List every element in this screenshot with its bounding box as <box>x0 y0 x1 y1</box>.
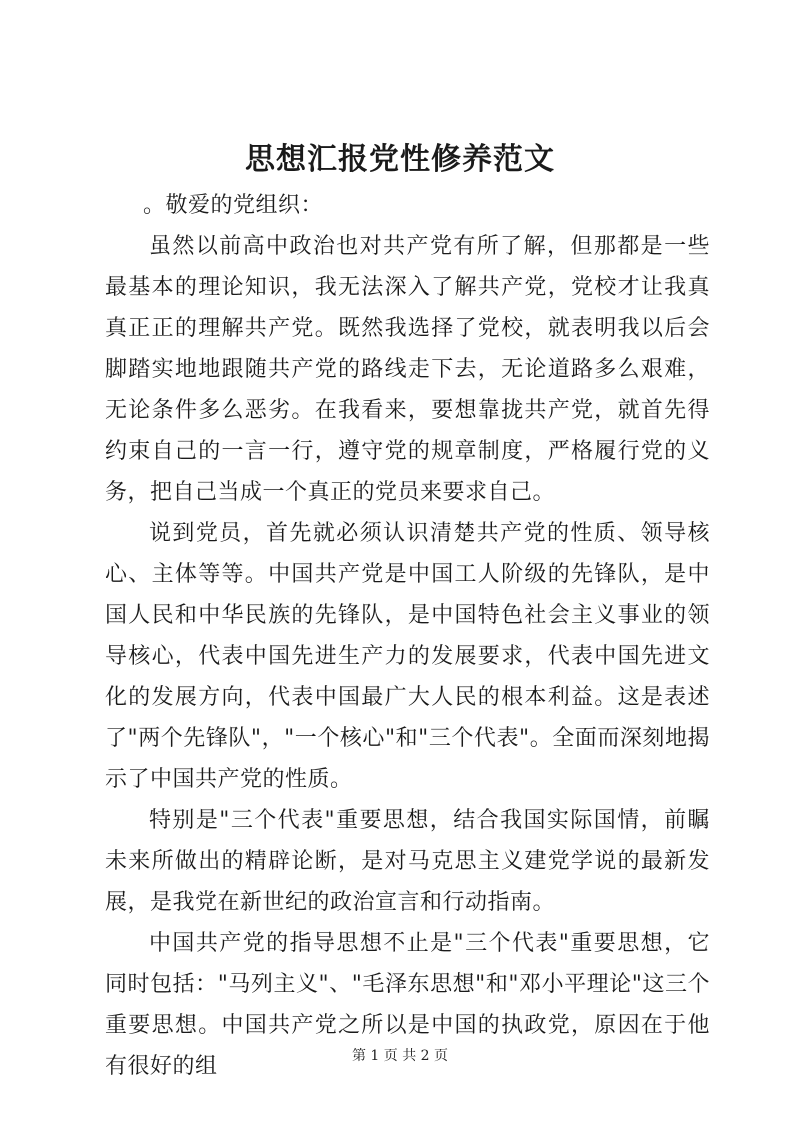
paragraph-4: 中国共产党的指导思想不止是"三个代表"重要思想，它同时包括："马列主义"、"毛泽东思想"和"邓小平理论"这三个重要思想。中国共产党之所以是中国的执政党，原因在于他有很好的组 <box>105 931 710 1079</box>
salutation: 。敬爱的党组织： <box>143 193 324 218</box>
paragraph-1: 虽然以前高中政治也对共产党有所了解，但那都是一些最基本的理论知识，我无法深入了解共产党，党校才让我真真正正的理解共产党。既然我选择了党校，就表明我以后会脚踏实地地跟随共产党的路线走下去，无论道路多么艰难，无论条件多么恶劣。在我看来，要想靠拢共产党，就首先得约束自己的一言一行，遵守党的规章制度，严格履行党的义务，把自己当成一个真正的党员来要求自己。 <box>105 234 710 505</box>
paragraph-3: 特别是"三个代表"重要思想，结合我国实际国情，前瞩未来所做出的精辟论断，是对马克思主义建党学说的最新发展，是我党在新世纪的政治宣言和行动指南。 <box>105 808 710 915</box>
paragraph-2: 说到党员，首先就必须认识清楚共产党的性质、领导核心、主体等等。中国共产党是中国工人阶级的先锋队，是中国人民和中华民族的先锋队，是中国特色社会主义事业的领导核心，代表中国先进生产力的发展要求，代表中国先进文化的发展方向，代表中国最广大人民的根本利益。这是表述了"两个先锋队"，"一个核心"和"三个代表"。全面而深刻地揭示了中国共产党的性质。 <box>105 521 710 792</box>
document-body <box>105 185 710 1087</box>
page-number-footer: 第 1 页 共 2 页 <box>351 1048 449 1064</box>
document-title: 思想汇报党性修养范文 <box>245 142 555 177</box>
